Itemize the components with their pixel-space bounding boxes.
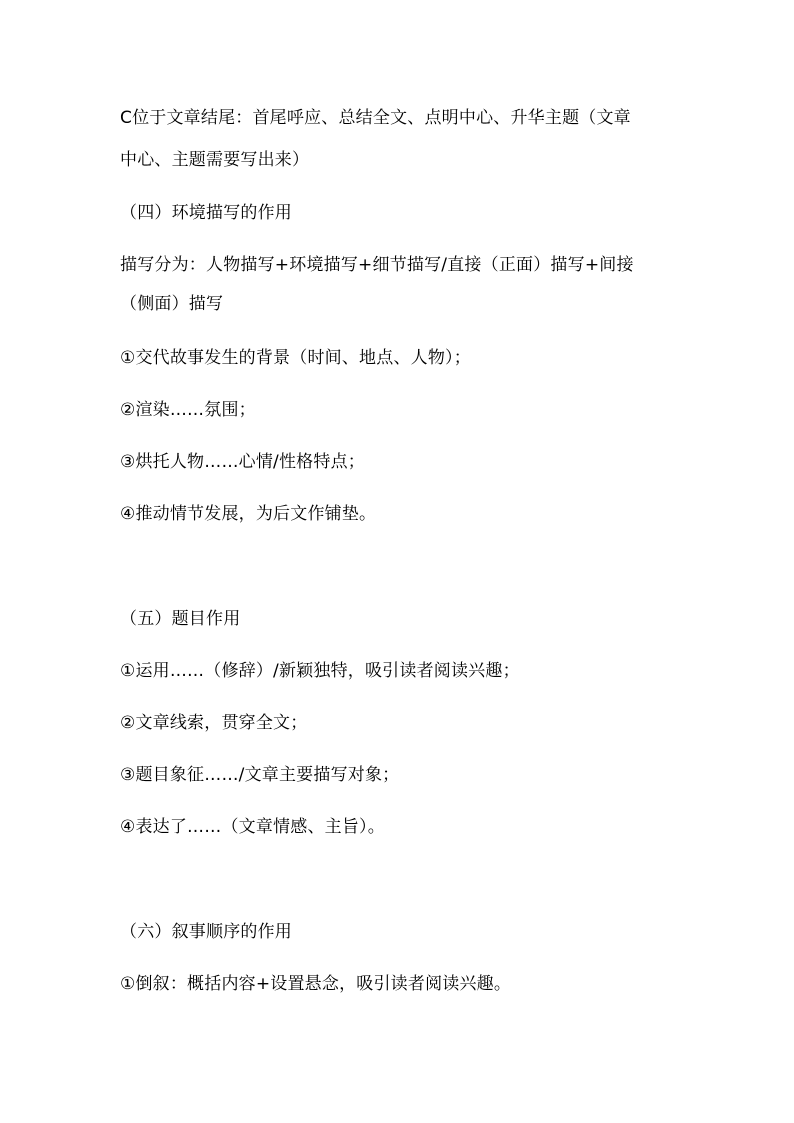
list-item: ①交代故事发生的背景（时间、地点、人物）；	[120, 348, 471, 368]
paragraph-line: （侧面）描写	[120, 294, 224, 314]
list-item: ③烘托人物……心情/性格特点；	[120, 452, 365, 472]
list-item: ②渲染……氛围；	[120, 400, 256, 420]
list-item: ①运用……（修辞）/新颖独特，吸引读者阅读兴趣；	[120, 661, 520, 681]
list-item: ①倒叙：概括内容+设置悬念，吸引读者阅读兴趣。	[120, 974, 512, 994]
list-item: ④推动情节发展，为后文作铺垫。	[120, 504, 377, 524]
paragraph-line: 描写分为：人物描写+环境描写+细节描写/直接（正面）描写+间接	[120, 255, 634, 275]
section-heading: （四）环境描写的作用	[120, 203, 292, 223]
section-heading: （五）题目作用	[120, 609, 241, 629]
paragraph-line: 中心、主题需要写出来）	[120, 150, 310, 170]
section-heading: （六）叙事顺序的作用	[120, 922, 292, 942]
list-item: ③题目象征……/文章主要描写对象；	[120, 765, 400, 785]
list-item: ④表达了……（文章情感、主旨）。	[120, 817, 385, 837]
paragraph-line: C位于文章结尾：首尾呼应、总结全文、点明中心、升华主题（文章	[120, 108, 631, 128]
list-item: ②文章线索，贯穿全文；	[120, 713, 308, 733]
